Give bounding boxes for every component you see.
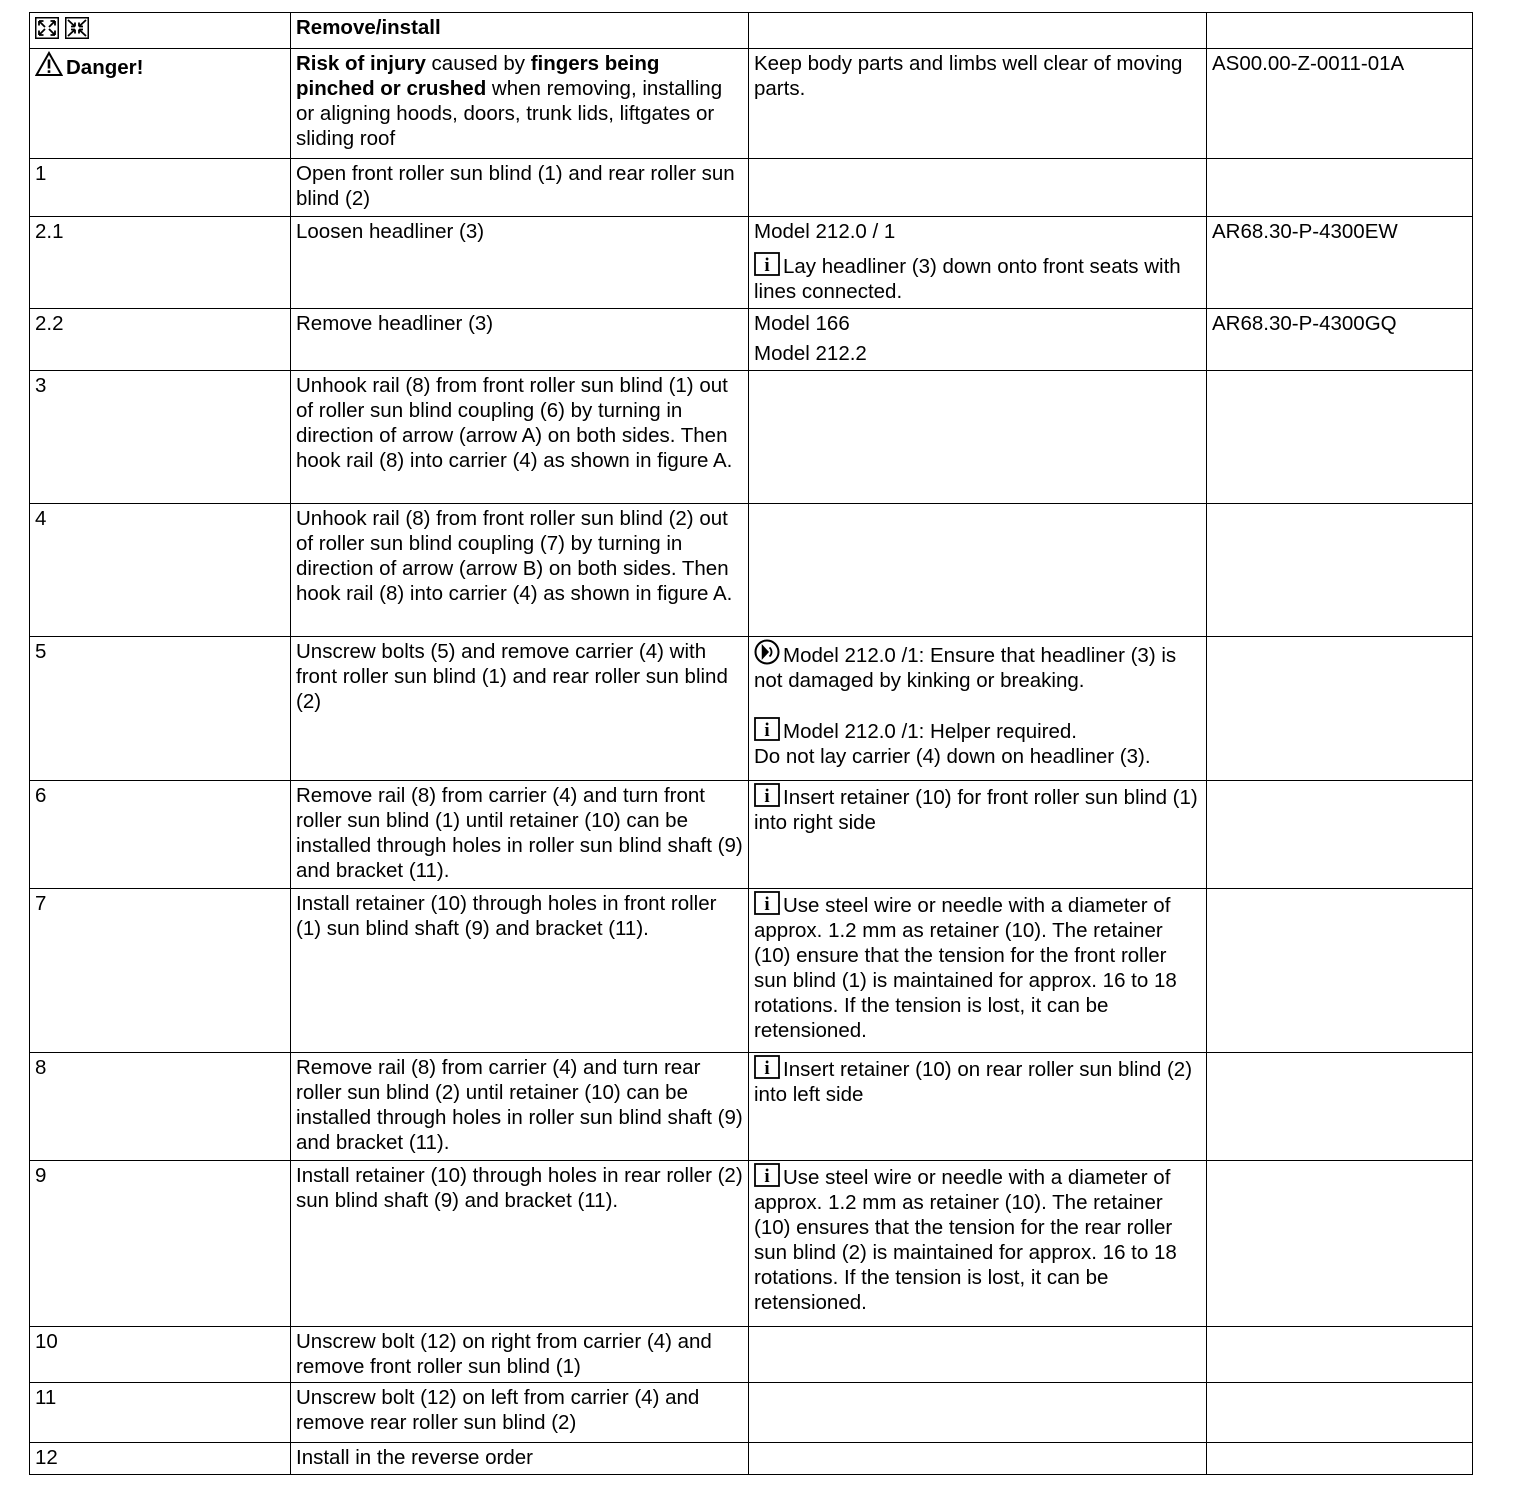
step-ref-cell bbox=[1207, 1443, 1473, 1475]
danger-text-cell bbox=[291, 49, 749, 159]
info-icon bbox=[754, 783, 780, 807]
step-ref-cell bbox=[1207, 1327, 1473, 1383]
svg-text:i: i bbox=[764, 894, 770, 915]
step-text: Install retainer (10) through holes in rear roller (2) sun blind shaft (9) and bracket (11). bbox=[291, 1161, 749, 1327]
step-text: Open front roller sun blind (1) and rear roller sun blind (2) bbox=[291, 159, 749, 217]
svg-text:i: i bbox=[764, 1058, 770, 1079]
header-empty-cell bbox=[749, 13, 1207, 49]
step-row bbox=[30, 371, 1473, 504]
svg-text:i: i bbox=[764, 1166, 770, 1187]
step-row bbox=[30, 1443, 1473, 1475]
step-ref-cell bbox=[1207, 1383, 1473, 1443]
procedure-table bbox=[29, 12, 1473, 1475]
step-text: Install in the reverse order bbox=[291, 1443, 749, 1475]
step-note: Insert retainer (10) for front roller sun blind (1) into right side bbox=[754, 786, 1198, 834]
step-text: Unhook rail (8) from front roller sun blind (1) out of roller sun blind coupling (6) by turning in direction of arrow (arrow A) on both sides. Then hook rail (8) into carrier (4) as shown in figure A. bbox=[291, 371, 749, 504]
step-note-cell bbox=[749, 637, 1207, 781]
step-number: 10 bbox=[30, 1327, 291, 1383]
step-note-model-b: Model 212.2 bbox=[754, 342, 867, 365]
danger-label: Danger! bbox=[66, 56, 144, 79]
step-number: 2.1 bbox=[30, 217, 291, 309]
step-text: Remove rail (8) from carrier (4) and turn rear roller sun blind (2) until retainer (10) can be installed through holes in roller sun blind shaft (9) and bracket (11). bbox=[291, 1053, 749, 1161]
step-row bbox=[30, 1383, 1473, 1443]
step-note-cell bbox=[749, 781, 1207, 889]
step-note-cell bbox=[749, 1327, 1207, 1383]
svg-text:i: i bbox=[764, 255, 770, 276]
step-note: Insert retainer (10) on rear roller sun blind (2) into left side bbox=[754, 1058, 1193, 1106]
step-number: 5 bbox=[30, 637, 291, 781]
step-note-cell bbox=[749, 371, 1207, 504]
step-note-cell bbox=[749, 1443, 1207, 1475]
step-number: 3 bbox=[30, 371, 291, 504]
step-row bbox=[30, 781, 1473, 889]
step-number: 12 bbox=[30, 1443, 291, 1475]
step-note: Use steel wire or needle with a diameter of approx. 1.2 mm as retainer (10). The retainer (10) ensure that the tension for the front roller sun blind (1) is maintained for approx. 16 to 18 rotations. If the tension is lost, it can be retensioned. bbox=[754, 894, 1177, 1042]
step-note-caution: Model 212.0 /1: Ensure that headliner (3) is not damaged by kinking or breaking. bbox=[754, 644, 1177, 692]
step-text: Remove headliner (3) bbox=[291, 309, 749, 371]
step-ref-cell bbox=[1207, 637, 1473, 781]
step-note-cell bbox=[749, 159, 1207, 217]
step-row bbox=[30, 889, 1473, 1053]
step-row bbox=[30, 217, 1473, 309]
step-ref-link[interactable]: AR68.30-P-4300EW bbox=[1207, 217, 1473, 309]
info-icon bbox=[754, 252, 780, 276]
expand-icon[interactable] bbox=[35, 17, 59, 39]
step-row bbox=[30, 1053, 1473, 1161]
step-ref-cell bbox=[1207, 371, 1473, 504]
step-number: 4 bbox=[30, 504, 291, 637]
danger-remedy: Keep body parts and limbs well clear of moving parts. bbox=[749, 49, 1207, 159]
step-note: Lay headliner (3) down onto front seats with lines connected. bbox=[754, 255, 1181, 303]
step-ref-link[interactable]: AR68.30-P-4300GQ bbox=[1207, 309, 1473, 371]
step-note-info-2: Do not lay carrier (4) down on headliner (3). bbox=[754, 745, 1151, 768]
header-row bbox=[30, 13, 1473, 49]
step-ref-cell bbox=[1207, 504, 1473, 637]
step-text: Unscrew bolts (5) and remove carrier (4) with front roller sun blind (1) and rear roller sun blind (2) bbox=[291, 637, 749, 781]
info-icon bbox=[754, 891, 780, 915]
caution-icon bbox=[754, 639, 780, 665]
step-text: Unhook rail (8) from front roller sun blind (2) out of roller sun blind coupling (7) by turning in direction of arrow (arrow B) on both sides. Then hook rail (8) into carrier (4) as shown in figure A. bbox=[291, 504, 749, 637]
step-note-info: Model 212.0 /1: Helper required. bbox=[783, 720, 1078, 743]
danger-fingers: fingers being pinched or crushed bbox=[296, 52, 660, 100]
step-note-cell bbox=[749, 1053, 1207, 1161]
header-icons-cell bbox=[30, 13, 291, 49]
step-ref-cell bbox=[1207, 1161, 1473, 1327]
info-icon bbox=[754, 1055, 780, 1079]
step-number: 11 bbox=[30, 1383, 291, 1443]
step-text: Install retainer (10) through holes in front roller (1) sun blind shaft (9) and bracket (11). bbox=[291, 889, 749, 1053]
danger-ref-link[interactable]: AS00.00-Z-0011-01A bbox=[1207, 49, 1473, 159]
step-row bbox=[30, 1161, 1473, 1327]
step-number: 1 bbox=[30, 159, 291, 217]
step-number: 2.2 bbox=[30, 309, 291, 371]
step-row bbox=[30, 1327, 1473, 1383]
step-note-model: Model 212.0 / 1 bbox=[754, 220, 896, 243]
step-text: Remove rail (8) from carrier (4) and turn front roller sun blind (1) until retainer (10) can be installed through holes in roller sun blind shaft (9) and bracket (11). bbox=[291, 781, 749, 889]
danger-row bbox=[30, 49, 1473, 159]
step-note-cell bbox=[749, 1383, 1207, 1443]
danger-risk: Risk of injury bbox=[296, 52, 426, 75]
step-ref-cell bbox=[1207, 781, 1473, 889]
step-row bbox=[30, 504, 1473, 637]
svg-text:i: i bbox=[764, 786, 770, 807]
step-number: 8 bbox=[30, 1053, 291, 1161]
step-row bbox=[30, 637, 1473, 781]
step-note-cell bbox=[749, 217, 1207, 309]
danger-label-cell bbox=[30, 49, 291, 159]
info-icon bbox=[754, 717, 780, 741]
step-ref-cell bbox=[1207, 889, 1473, 1053]
warning-triangle-icon bbox=[35, 51, 63, 77]
header-title: Remove/install bbox=[291, 13, 749, 49]
step-note: Use steel wire or needle with a diameter of approx. 1.2 mm as retainer (10). The retainer (10) ensures that the tension for the rear roller sun blind (2) is maintained for approx. 16 to 18 rotations. If the tension is lost, it can be retensioned. bbox=[754, 1166, 1177, 1314]
svg-text:i: i bbox=[764, 720, 770, 741]
header-empty-cell bbox=[1207, 13, 1473, 49]
step-number: 7 bbox=[30, 889, 291, 1053]
step-text: Unscrew bolt (12) on left from carrier (4) and remove rear roller sun blind (2) bbox=[291, 1383, 749, 1443]
step-note-cell bbox=[749, 309, 1207, 371]
step-row bbox=[30, 309, 1473, 371]
step-ref-cell bbox=[1207, 1053, 1473, 1161]
step-note-cell bbox=[749, 504, 1207, 637]
step-note-cell bbox=[749, 889, 1207, 1053]
step-number: 6 bbox=[30, 781, 291, 889]
danger-rest: when removing, installing or aligning hoods, doors, trunk lids, liftgates or sliding roof bbox=[296, 77, 723, 150]
step-number: 9 bbox=[30, 1161, 291, 1327]
danger-caused-by: caused by bbox=[425, 52, 531, 75]
collapse-icon[interactable] bbox=[65, 17, 89, 39]
step-note-cell bbox=[749, 1161, 1207, 1327]
step-note-model-a: Model 166 bbox=[754, 312, 850, 335]
step-text: Loosen headliner (3) bbox=[291, 217, 749, 309]
step-ref-cell bbox=[1207, 159, 1473, 217]
info-icon bbox=[754, 1163, 780, 1187]
step-row bbox=[30, 159, 1473, 217]
step-text: Unscrew bolt (12) on right from carrier (4) and remove front roller sun blind (1) bbox=[291, 1327, 749, 1383]
